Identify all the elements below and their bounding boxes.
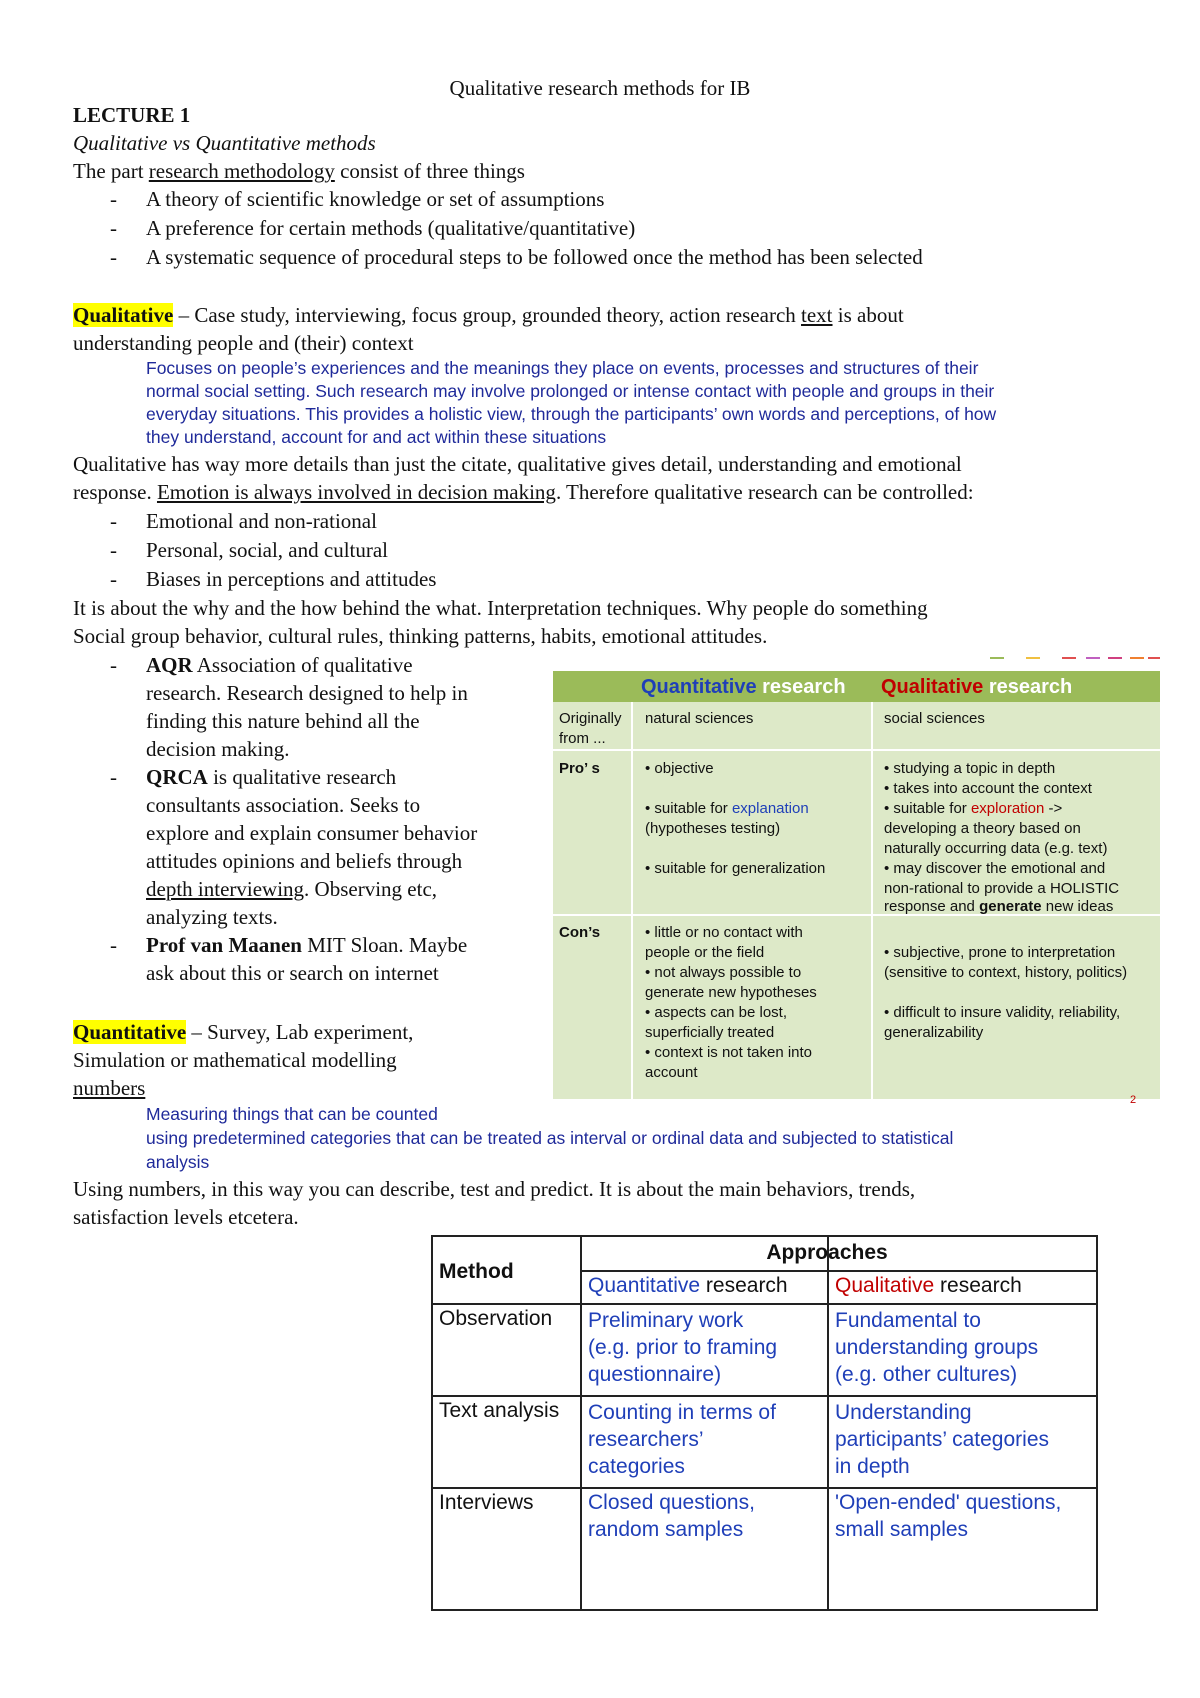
slide-decoration (990, 657, 1004, 659)
bullet-item: A preference for certain methods (qualitative/quantitative) (146, 216, 636, 240)
cell-qual-pro (884, 799, 1062, 819)
text-analysis-qual-cell: participants’ categories (835, 1428, 1049, 1451)
prof-term: Prof van Maanen (146, 933, 302, 957)
cell-qual-pro: • studying a topic in depth (884, 760, 1056, 777)
cell-quant-origin: natural sciences (645, 710, 754, 727)
emotion-statement: Emotion is always involved in decision making (156, 480, 556, 504)
quantitative-quote-line: Measuring things that can be counted (146, 1104, 438, 1124)
intro-text: The part (73, 159, 149, 183)
slide-decoration (1062, 657, 1076, 659)
bullet-dash: - (110, 538, 117, 562)
prof-line: ask about this or search on internet (146, 961, 439, 985)
bullet-dash: - (110, 245, 117, 269)
cell-qual-con: generalizability (884, 1024, 984, 1041)
bullet-dash: - (110, 187, 117, 211)
cell-qual-pro: naturally occurring data (e.g. text) (884, 840, 1108, 857)
observation-quant-cell: questionnaire) (588, 1363, 722, 1386)
quantitative-word: Quantitative (588, 1274, 701, 1297)
interviews-qual-cell: 'Open-ended' questions, (835, 1491, 1062, 1514)
bullet-item: Biases in perceptions and attitudes (146, 567, 437, 591)
observation-quant-cell: (e.g. prior to framing (588, 1336, 778, 1359)
qrca-line: consultants association. Seeks to (146, 793, 421, 817)
approaches-table (431, 1235, 1098, 1611)
slide-page-number: 2 (1130, 1094, 1137, 1106)
method-header: Method (439, 1260, 514, 1283)
qualitative-word: Qualitative (835, 1274, 935, 1297)
cell-quant-con: • not always possible to (645, 964, 802, 981)
cell-quant-con: • context is not taken into (645, 1044, 813, 1061)
bullet-dash: - (110, 509, 117, 533)
pro-text: • suitable for (884, 800, 971, 817)
intro-paragraph (73, 157, 525, 185)
qrca-term: QRCA (146, 765, 208, 789)
cell-quant-con: people or the field (645, 944, 765, 961)
cell-qual-pro: • may discover the emotional and (884, 860, 1106, 877)
cell-qual-con: • difficult to insure validity, reliability, (884, 1004, 1121, 1021)
row-label-originally: Originally (559, 710, 622, 727)
quantitative-word: Quantitative (641, 676, 757, 698)
qualitative-highlight: Qualitative (73, 303, 174, 327)
qualitative-quote-line: everyday situations. This provides a holistic view, through the participants’ own words and perceptions, of how (146, 404, 997, 424)
aqr-term: AQR (146, 653, 193, 677)
observation-qual-cell: understanding groups (835, 1336, 1039, 1359)
cell-quant-con: account (645, 1064, 698, 1081)
cell-quant-con: superficially treated (645, 1024, 775, 1041)
qualitative-word: Qualitative (881, 676, 984, 698)
table-divider (827, 1237, 829, 1609)
bullet-item: A systematic sequence of procedural steps to be followed once the method has been selected (146, 245, 923, 269)
text-analysis-qual-cell: Understanding (835, 1401, 972, 1424)
research-word: research (756, 676, 846, 698)
comparison-table (553, 671, 1160, 1099)
quantitative-paragraph (73, 1018, 413, 1046)
table-divider (553, 749, 1160, 751)
generate-term: generate (979, 898, 1042, 915)
cell-quant-con: generate new hypotheses (645, 984, 817, 1001)
cell-qual-pro: • takes into account the context (884, 780, 1092, 797)
cell-quant-pro: • suitable for generalization (645, 860, 826, 877)
observation-quant-cell: Preliminary work (588, 1309, 744, 1332)
row-label-pros: Pro’ s (559, 760, 600, 777)
slide-decoration (1108, 657, 1122, 659)
quantitative-highlight: Quantitative (73, 1020, 187, 1044)
qrca-line: explore and explain consumer behavior (146, 821, 478, 845)
row-observation-label: Observation (439, 1307, 553, 1330)
detail-line (73, 478, 974, 506)
research-methodology-term: research methodology (148, 159, 335, 183)
aqr-line: research. Research designed to help in (146, 681, 468, 705)
bullet-dash: - (110, 567, 117, 591)
conclusion-line: Using numbers, in this way you can describe, test and predict. It is about the main behaviors, trends, (73, 1177, 916, 1201)
qrca-line: analyzing texts. (146, 905, 278, 929)
pro-text-end: -> (1044, 800, 1063, 817)
numbers-term: numbers (73, 1076, 146, 1100)
table-divider (580, 1237, 582, 1609)
quantitative-line: Simulation or mathematical modelling (73, 1048, 397, 1072)
cell-qual-con: (sensitive to context, history, politics) (884, 964, 1128, 981)
qrca-text: is qualitative research (207, 765, 397, 789)
aqr-line: decision making. (146, 737, 290, 761)
interviews-quant-cell: random samples (588, 1518, 744, 1541)
qualitative-line: understanding people and (their) context (73, 331, 414, 355)
cell-qual-con: • subjective, prone to interpretation (884, 944, 1116, 961)
qualitative-quote-line: they understand, account for and act within these situations (146, 427, 607, 447)
qualitative-quote-line: normal social setting. Such research may involve prolonged or intense contact with people and groups in their (146, 381, 995, 401)
bullet-dash: - (110, 765, 117, 789)
cell-qual-pro: non-rational to provide a HOLISTIC (884, 880, 1120, 897)
why-line: Social group behavior, cultural rules, thinking patterns, habits, emotional attitudes. (73, 624, 768, 648)
conclusion-line: satisfaction levels etcetera. (73, 1205, 299, 1229)
quantitative-quote-line: analysis (146, 1152, 210, 1172)
cell-quant-con: • little or no contact with (645, 924, 803, 941)
cell-qual-origin: social sciences (884, 710, 985, 727)
slide-decoration (1130, 657, 1144, 659)
row-text-analysis-label: Text analysis (439, 1399, 560, 1422)
research-word: research (983, 676, 1073, 698)
text-analysis-quant-cell: Counting in terms of (588, 1401, 776, 1424)
row-interviews-label: Interviews (439, 1491, 534, 1514)
text-analysis-quant-cell: categories (588, 1455, 685, 1478)
qualitative-research-header (835, 1272, 1022, 1300)
text-term: text (801, 303, 833, 327)
detail-text: response. (73, 480, 157, 504)
observation-qual-cell: Fundamental to (835, 1309, 981, 1332)
observation-qual-cell: (e.g. other cultures) (835, 1363, 1018, 1386)
quantitative-quote-line: using predetermined categories that can be treated as interval or ordinal data and subjected to statistical (146, 1128, 954, 1148)
detail-text-end: . Therefore qualitative research can be controlled: (555, 480, 974, 504)
header-quantitative-research (641, 675, 846, 699)
bullet-item: A theory of scientific knowledge or set of assumptions (146, 187, 605, 211)
qrca-line (146, 875, 437, 903)
qualitative-text-end: is about (832, 303, 904, 327)
bullet-dash: - (110, 933, 117, 957)
cell-qual-pro (884, 897, 1113, 917)
row-label-originally: from ... (559, 730, 606, 747)
section-subtitle: Qualitative vs Quantitative methods (73, 131, 376, 155)
cell-quant-pro (645, 799, 809, 819)
qrca-text-end: . Observing etc, (304, 877, 438, 901)
prof-text: MIT Sloan. Maybe (301, 933, 468, 957)
aqr-line: finding this nature behind all the (146, 709, 420, 733)
interviews-qual-cell: small samples (835, 1518, 969, 1541)
intro-text-end: consist of three things (334, 159, 525, 183)
qrca-item (146, 763, 396, 791)
qualitative-paragraph (73, 301, 904, 329)
slide-decoration (1086, 657, 1100, 659)
exploration-term: exploration (970, 800, 1045, 817)
quantitative-text: – Survey, Lab experiment, (186, 1020, 414, 1044)
research-word: research (934, 1274, 1022, 1297)
qualitative-quote-line: Focuses on people’s experiences and the meanings they place on events, processes and structures of their (146, 358, 979, 378)
text-analysis-quant-cell: researchers’ (588, 1428, 704, 1451)
pro-text: response and (884, 898, 980, 915)
cell-quant-pro: (hypotheses testing) (645, 820, 781, 837)
bullet-item: Emotional and non-rational (146, 509, 377, 533)
header-qualitative-research (881, 675, 1072, 699)
table-divider (871, 702, 873, 1099)
why-line: It is about the why and the how behind the what. Interpretation techniques. Why people do something (73, 596, 928, 620)
slide-decoration (1148, 657, 1160, 659)
detail-line: Qualitative has way more details than just the citate, qualitative gives detail, understanding and emotional (73, 452, 962, 476)
bullet-dash: - (110, 653, 117, 677)
prof-item (146, 931, 467, 959)
depth-interviewing-term: depth interviewing (146, 877, 305, 901)
explanation-term: explanation (731, 800, 809, 817)
research-word: research (700, 1274, 788, 1297)
aqr-text: Association of qualitative (192, 653, 413, 677)
slide-decoration (1026, 657, 1040, 659)
aqr-item (146, 651, 413, 679)
table-divider (631, 702, 633, 1099)
cell-quant-pro: • objective (645, 760, 714, 777)
row-label-cons: Con’s (559, 924, 601, 941)
pro-text: • suitable for (645, 800, 732, 817)
document-title: Qualitative research methods for IB (449, 76, 751, 100)
cell-qual-pro: developing a theory based on (884, 820, 1081, 837)
lecture-heading: LECTURE 1 (73, 103, 191, 127)
text-analysis-qual-cell: in depth (835, 1455, 910, 1478)
bullet-dash: - (110, 216, 117, 240)
pro-text-end: new ideas (1041, 898, 1114, 915)
interviews-quant-cell: Closed questions, (588, 1491, 755, 1514)
qualitative-text: – Case study, interviewing, focus group, grounded theory, action research (173, 303, 802, 327)
cell-quant-con: • aspects can be lost, (645, 1004, 787, 1021)
qrca-line: attitudes opinions and beliefs through (146, 849, 463, 873)
approaches-header: Approaches (766, 1241, 888, 1264)
bullet-item: Personal, social, and cultural (146, 538, 389, 562)
quantitative-research-header (588, 1272, 788, 1300)
